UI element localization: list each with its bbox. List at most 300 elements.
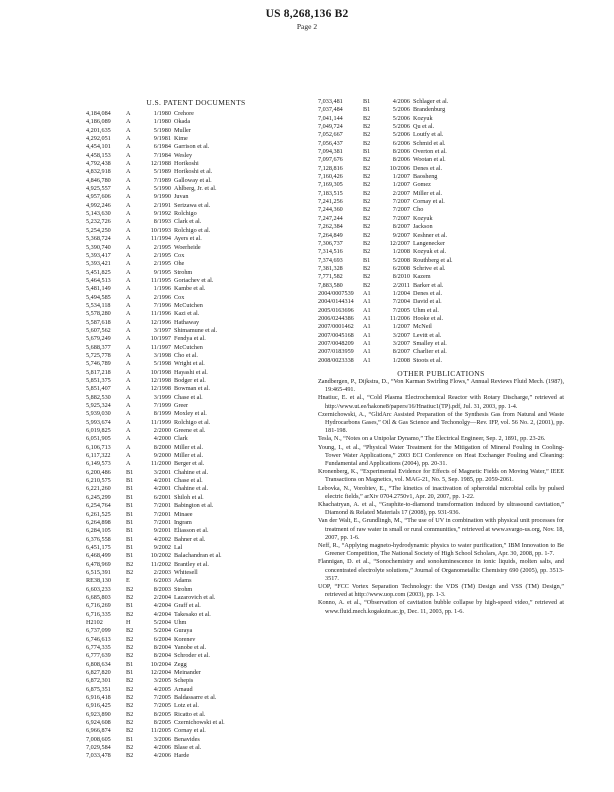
- kind-code-cell: B1: [363, 256, 371, 264]
- publication-entry: Young, I., et al., “Physical Water Treatment for the Mitigation of Mineral Fouling in Cooling-Tower Water Applications,” 2003 ECI Conference on Heat Exchanger Fouling and Cleaning: Fundamental and Applications (2004), pp. 20-31.: [318, 443, 564, 468]
- kind-code-cell: A: [126, 276, 131, 284]
- inventor-cell: Bahner et al.: [174, 535, 206, 543]
- kind-code-cell: B1: [126, 735, 134, 743]
- date-cell: 4/2000: [153, 435, 171, 443]
- other-publications-heading: OTHER PUBLICATIONS: [397, 369, 485, 378]
- patent-row: [318, 98, 564, 106]
- date-cell: 7/2007: [392, 214, 410, 222]
- date-cell: 12/1998: [150, 385, 171, 393]
- patent-number-cell: 7,097,676: [318, 156, 343, 164]
- kind-code-cell: B2: [126, 727, 134, 735]
- inventor-cell: Benavides: [174, 735, 200, 743]
- patent-number-cell: 7,056,437: [318, 139, 343, 147]
- right-patent-list: [318, 98, 564, 365]
- patent-number-cell: 5,817,218: [86, 368, 111, 376]
- inventor-cell: Chase et al.: [174, 393, 203, 401]
- patent-row: [86, 511, 306, 519]
- patent-number-cell: 5,578,280: [86, 310, 111, 318]
- patent-row: [86, 561, 306, 569]
- patent-number-cell: 6,916,425: [86, 702, 111, 710]
- inventor-cell: Adams: [174, 577, 192, 585]
- inventor-cell: Ohe: [174, 260, 185, 268]
- kind-code-cell: B2: [363, 198, 371, 206]
- inventor-cell: Kozyuk et al.: [413, 248, 447, 256]
- date-cell: 5/2006: [392, 114, 410, 122]
- patent-number-cell: 5,143,630: [86, 210, 111, 218]
- inventor-cell: Crehore: [174, 110, 194, 117]
- date-cell: 6/2006: [392, 139, 410, 147]
- date-cell: 6/1984: [153, 143, 171, 151]
- patent-row: [86, 252, 306, 260]
- kind-code-cell: A: [126, 168, 131, 176]
- patent-row: [86, 244, 306, 252]
- patent-number-cell: 5,368,724: [86, 235, 111, 243]
- patent-number-cell: 5,254,250: [86, 226, 111, 234]
- inventor-cell: Serizawa et al.: [174, 201, 211, 209]
- patent-row: [86, 727, 306, 735]
- inventor-cell: Rolchigo et al.: [174, 418, 211, 426]
- date-cell: 10/2002: [150, 552, 171, 560]
- patent-number-cell: 4,201,635: [86, 126, 111, 134]
- date-cell: 6/2008: [392, 264, 410, 272]
- patent-row: [86, 652, 306, 660]
- kind-code-cell: B2: [363, 264, 371, 272]
- date-cell: 7/2001: [153, 502, 171, 510]
- patent-number-cell: 6,777,639: [86, 652, 111, 660]
- inventor-cell: Overton et al.: [413, 148, 447, 156]
- date-cell: 3/2006: [153, 735, 171, 743]
- inventor-cell: Lotz et al.: [174, 702, 199, 710]
- patent-row: [86, 494, 306, 502]
- inventor-cell: Uhm: [174, 618, 187, 626]
- patent-row: [318, 232, 564, 240]
- kind-code-cell: H: [126, 618, 131, 626]
- patent-number-cell: 2006/0244386: [318, 314, 354, 322]
- patent-row: [318, 282, 564, 290]
- right-column: [318, 98, 564, 616]
- kind-code-cell: A: [126, 326, 131, 334]
- kind-code-cell: B2: [363, 223, 371, 231]
- patent-row: [318, 123, 564, 131]
- patent-row: [86, 294, 306, 302]
- kind-code-cell: B1: [126, 477, 134, 485]
- kind-code-cell: B1: [126, 468, 134, 476]
- inventor-cell: Miller et al.: [413, 189, 443, 197]
- patent-row: [86, 586, 306, 594]
- patent-row: [86, 344, 306, 352]
- patent-number-cell: 5,725,778: [86, 351, 111, 359]
- kind-code-cell: A: [126, 226, 131, 234]
- inventor-cell: Kazem: [413, 273, 431, 281]
- us-patent-documents-heading: U.S. PATENT DOCUMENTS: [146, 98, 246, 107]
- patent-row: [86, 702, 306, 710]
- inventor-cell: Cox: [174, 293, 185, 301]
- date-cell: 10/2004: [150, 660, 171, 668]
- date-cell: 1/2007: [392, 173, 410, 181]
- patent-row: [86, 686, 306, 694]
- date-cell: 12/1988: [150, 160, 171, 168]
- date-cell: 8/2006: [392, 156, 410, 164]
- inventor-cell: Ahlberg, Jr. et al.: [174, 185, 217, 193]
- patent-row: [318, 298, 564, 306]
- patent-number-cell: 7,052,667: [318, 131, 343, 139]
- patent-number-cell: 5,993,674: [86, 418, 111, 426]
- inventor-cell: Hooke et al.: [413, 314, 444, 322]
- patent-row: [86, 452, 306, 460]
- patent-row: [86, 227, 306, 235]
- inventor-cell: Babington et al.: [174, 502, 214, 510]
- patent-row: [86, 427, 306, 435]
- date-cell: 1/2008: [392, 356, 410, 364]
- patent-number-cell: 6,478,969: [86, 560, 111, 568]
- patent-row: [318, 198, 564, 206]
- publication-entry: Czernichowski, A., “GlidArc Assisted Preparation of the Synthesis Gas from Natural and Waste Hydrocarbons Gases,” Oil & Gas Science and Techonolgy—Rev. IFP, vol. 56 No. 2, (2001), pp. 181-198.: [318, 410, 564, 435]
- kind-code-cell: B1: [126, 543, 134, 551]
- date-cell: 3/2007: [392, 339, 410, 347]
- left-column: [86, 98, 306, 761]
- kind-code-cell: B2: [126, 610, 134, 618]
- inventor-cell: Ricatto et al.: [174, 710, 206, 718]
- patent-row: [86, 327, 306, 335]
- kind-code-cell: A: [126, 452, 131, 460]
- date-cell: 8/2004: [153, 652, 171, 660]
- patent-number-cell: 5,481,149: [86, 285, 111, 293]
- patent-row: [86, 143, 306, 151]
- patent-row: [86, 110, 306, 118]
- patent-row: [86, 410, 306, 418]
- kind-code-cell: B2: [363, 239, 371, 247]
- patent-number-cell: 6,254,764: [86, 502, 111, 510]
- inventor-cell: Woerheide: [174, 243, 201, 251]
- kind-code-cell: A: [126, 160, 131, 168]
- patent-number-cell: 6,808,634: [86, 660, 111, 668]
- patent-row: [86, 469, 306, 477]
- patent-row: [86, 594, 306, 602]
- patent-row: [86, 544, 306, 552]
- patent-row: [86, 218, 306, 226]
- patent-number-cell: 6,966,874: [86, 727, 111, 735]
- kind-code-cell: B2: [126, 702, 134, 710]
- patent-row: [86, 352, 306, 360]
- date-cell: 2/2011: [393, 281, 410, 289]
- kind-code-cell: A: [126, 410, 131, 418]
- date-cell: 7/1999: [153, 402, 171, 410]
- inventor-cell: Zegg: [174, 660, 187, 668]
- patent-row: [318, 181, 564, 189]
- kind-code-cell: B1: [126, 510, 134, 518]
- inventor-cell: Chahine et al.: [174, 468, 209, 476]
- inventor-cell: Harde: [174, 752, 190, 760]
- patent-number-cell: 6,376,558: [86, 535, 111, 543]
- kind-code-cell: A: [126, 360, 131, 368]
- patent-row: [86, 435, 306, 443]
- kind-code-cell: A: [126, 210, 131, 218]
- patent-row: [86, 627, 306, 635]
- date-cell: 8/2010: [392, 273, 410, 281]
- patent-number-cell: 4,454,101: [86, 143, 111, 151]
- kind-code-cell: B2: [363, 156, 371, 164]
- patent-row: [86, 202, 306, 210]
- date-cell: 8/2005: [153, 710, 171, 718]
- kind-code-cell: B2: [126, 568, 134, 576]
- kind-code-cell: B1: [126, 669, 134, 677]
- patent-row: [86, 285, 306, 293]
- inventor-cell: Bodger et al.: [174, 377, 206, 384]
- patent-number-cell: 4,186,089: [86, 118, 111, 126]
- inventor-cell: Schroder et al.: [174, 652, 210, 660]
- date-cell: 4/2004: [153, 602, 171, 610]
- publication-entry: Kronenberg, K., “Experimental Evidence for Effects of Magnetic Fields on Moving Water,” IEEE Transactions on Magnetics, vol. MAG-21, No. 5, Sep. 1985, pp. 2059-2061.: [318, 468, 564, 484]
- kind-code-cell: B1: [126, 535, 134, 543]
- patent-number-cell: 6,923,890: [86, 710, 111, 718]
- patent-row: [86, 752, 306, 760]
- kind-code-cell: E: [126, 577, 130, 585]
- date-cell: 12/1998: [150, 377, 171, 384]
- date-cell: 4/2006: [153, 744, 171, 752]
- kind-code-cell: B2: [363, 164, 371, 172]
- kind-code-cell: A: [126, 385, 131, 393]
- kind-code-cell: B2: [126, 744, 134, 752]
- patent-number-cell: 6,051,905: [86, 435, 111, 443]
- patent-number-cell: 5,851,407: [86, 385, 111, 393]
- date-cell: 8/1993: [153, 218, 171, 226]
- date-cell: 9/1995: [153, 268, 171, 276]
- inventor-cell: Ingram: [174, 518, 192, 526]
- date-cell: 8/1999: [153, 410, 171, 418]
- inventor-cell: Garrison et al.: [174, 143, 210, 151]
- patent-row: [86, 536, 306, 544]
- kind-code-cell: A: [126, 243, 131, 251]
- patent-number-cell: 7,244,360: [318, 206, 343, 214]
- date-cell: 9/2002: [153, 543, 171, 551]
- patent-number-cell: 5,494,585: [86, 293, 111, 301]
- inventor-cell: Hathaway: [174, 318, 200, 326]
- kind-code-cell: B2: [363, 206, 371, 214]
- kind-code-cell: A: [126, 427, 131, 435]
- patent-number-cell: 5,688,377: [86, 343, 111, 351]
- kind-code-cell: B2: [363, 114, 371, 122]
- patent-row: [318, 348, 564, 356]
- patent-number-cell: 2007/0001462: [318, 323, 354, 331]
- inventor-cell: Schepis: [174, 677, 194, 685]
- patent-number-cell: 7,306,737: [318, 239, 343, 247]
- patent-number-cell: 7,029,584: [86, 744, 111, 752]
- date-cell: 9/2001: [153, 527, 171, 535]
- kind-code-cell: A: [126, 260, 131, 268]
- inventor-cell: Baosheng: [413, 173, 438, 181]
- kind-code-cell: A: [126, 418, 131, 426]
- inventor-cell: Greene et al.: [174, 427, 206, 435]
- kind-code-cell: A: [126, 393, 131, 401]
- date-cell: 5/2004: [153, 627, 171, 635]
- inventor-cell: Whitesell: [174, 568, 198, 576]
- patent-row: [318, 156, 564, 164]
- patent-number-cell: 4,957,606: [86, 193, 111, 201]
- date-cell: 3/2005: [153, 677, 171, 685]
- date-cell: 5/2008: [392, 256, 410, 264]
- inventor-cell: Galloway et al.: [174, 176, 212, 184]
- kind-code-cell: B1: [126, 518, 134, 526]
- patent-row: [86, 636, 306, 644]
- patent-row: [318, 165, 564, 173]
- patent-number-cell: 5,464,513: [86, 276, 111, 284]
- inventor-cell: Loutfy et al.: [413, 131, 444, 139]
- kind-code-cell: A: [126, 193, 131, 201]
- inventor-cell: Levitt et al.: [413, 331, 442, 339]
- patent-number-cell: 4,292,051: [86, 135, 111, 143]
- patent-number-cell: 7,264,849: [318, 231, 343, 239]
- patent-number-cell: 2004/0144314: [318, 298, 354, 306]
- patent-row: [318, 323, 564, 331]
- patent-row: [86, 744, 306, 752]
- patent-number-cell: 2007/0048209: [318, 339, 354, 347]
- publication-entry: Konno, A. et al., “Observation of cavitation bubble collapse by high-speed video,” retrieved at www.fluid.mech.kogakuin.ac.jp, Dec. 11, 2003, pp. 1-6.: [318, 599, 564, 615]
- inventor-cell: Berger et al.: [174, 460, 205, 468]
- kind-code-cell: B2: [363, 273, 371, 281]
- patent-row: [318, 248, 564, 256]
- patent-number-cell: 7,169,305: [318, 181, 343, 189]
- patent-number-cell: 6,716,269: [86, 602, 111, 610]
- patent-row: [86, 335, 306, 343]
- date-cell: 2/2007: [392, 189, 410, 197]
- patent-number-cell: 2008/0023338: [318, 356, 354, 364]
- kind-code-cell: B1: [363, 148, 371, 156]
- inventor-cell: Meinander: [174, 669, 201, 677]
- kind-code-cell: A: [126, 310, 131, 318]
- publication-entry: Van der Walt, E., Grundlingh, M., “The use of UV in combination with physical unit processes for treatment of raw water in small or rural communities,” retrieved at www.svargo-us.org, Nov. 18, 2007, pp. 1-6.: [318, 517, 564, 541]
- inventor-cell: David et al.: [413, 298, 442, 306]
- kind-code-cell: B2: [363, 131, 371, 139]
- inventor-cell: Schrive et al.: [413, 264, 446, 272]
- date-cell: 9/2007: [392, 231, 410, 239]
- date-cell: 6/2004: [153, 635, 171, 643]
- publication-entry: Zandbergen, P., Dijkstra, D., “Von Karman Swirling Flows,” Annual Reviews Fluid Mech. (1987), 19:465-491.: [318, 378, 564, 394]
- inventor-cell: Greer: [174, 402, 189, 410]
- patent-number-cell: 5,390,740: [86, 243, 111, 251]
- patent-number-cell: 4,458,153: [86, 151, 111, 159]
- patent-row: [86, 210, 306, 218]
- date-cell: 2/2000: [153, 427, 171, 435]
- inventor-cell: Kambe et al.: [174, 285, 206, 293]
- patent-number-cell: 5,679,249: [86, 335, 111, 343]
- kind-code-cell: A: [126, 110, 131, 117]
- patent-row: [86, 602, 306, 610]
- date-cell: 11/1996: [150, 310, 171, 318]
- patent-number-cell: 6,737,099: [86, 627, 111, 635]
- publication-entry: UOP, “FCC Vortex Separation Technology: the VDS (TM) Design and VSS (TM) Design,” retrieved at http://www.uop.com (2003), pp. 1-3.: [318, 583, 564, 599]
- date-cell: 1/2004: [392, 289, 410, 297]
- kind-code-cell: B2: [126, 694, 134, 702]
- inventor-cell: Denes et al.: [413, 289, 443, 297]
- publication-entry: Tesla, N., “Notes on a Unipolar Dynamo,” The Electrical Engineer, Sep. 2, 1891, pp. 23-26.: [318, 435, 546, 443]
- kind-code-cell: A: [126, 460, 131, 468]
- kind-code-cell: B2: [126, 585, 134, 593]
- kind-code-cell: B2: [363, 123, 371, 131]
- patent-number-cell: 6,200,486: [86, 468, 111, 476]
- patent-number-cell: 6,149,573: [86, 460, 111, 468]
- inventor-cell: Ayers et al.: [174, 235, 202, 243]
- patent-row: [86, 302, 306, 310]
- date-cell: 8/2007: [392, 223, 410, 231]
- patent-number-cell: 6,117,322: [86, 452, 111, 460]
- date-cell: 7/2001: [153, 510, 171, 518]
- patent-number-cell: 6,284,105: [86, 527, 111, 535]
- date-cell: 11/2000: [150, 460, 171, 468]
- patent-number-cell: 5,851,375: [86, 377, 111, 384]
- patent-number-cell: 6,827,820: [86, 669, 111, 677]
- date-cell: 11/1995: [150, 276, 171, 284]
- kind-code-cell: A: [126, 285, 131, 293]
- inventor-cell: Eliasson et al.: [174, 527, 209, 535]
- patent-number-cell: 5,393,421: [86, 260, 111, 268]
- date-cell: 10/2006: [389, 164, 410, 172]
- inventor-cell: Shiloh et al.: [174, 493, 204, 501]
- patent-number-cell: 5,746,789: [86, 360, 111, 368]
- date-cell: 7/1989: [153, 176, 171, 184]
- kind-code-cell: B2: [126, 652, 134, 660]
- inventor-cell: Barker et al.: [413, 281, 444, 289]
- inventor-cell: Wootan et al.: [413, 156, 446, 164]
- inventor-cell: Qu et al.: [413, 123, 435, 131]
- patent-row: [86, 644, 306, 652]
- date-cell: 3/2001: [153, 468, 171, 476]
- patent-row: [86, 168, 306, 176]
- date-cell: 7/1996: [153, 301, 171, 309]
- patent-number-cell: 4,992,246: [86, 201, 111, 209]
- date-cell: 11/1997: [150, 343, 171, 351]
- kind-code-cell: A: [126, 218, 131, 226]
- patent-row: [86, 619, 306, 627]
- inventor-cell: Graff et al.: [174, 602, 201, 610]
- inventor-cell: Okada: [174, 118, 191, 126]
- patent-number-cell: 7,033,481: [318, 98, 343, 105]
- inventor-cell: Jackson: [413, 223, 433, 231]
- patent-row: [86, 485, 306, 493]
- patent-number-cell: 6,221,260: [86, 485, 111, 493]
- patent-row: [86, 527, 306, 535]
- inventor-cell: Baldassarre et al.: [174, 694, 217, 702]
- inventor-cell: Cox: [174, 251, 185, 259]
- patent-number-cell: 2005/0163696: [318, 306, 354, 314]
- patent-row: [86, 369, 306, 377]
- inventor-cell: Hayashi et al.: [174, 368, 208, 376]
- date-cell: 1/2007: [392, 181, 410, 189]
- patent-row: [86, 394, 306, 402]
- kind-code-cell: B2: [363, 189, 371, 197]
- inventor-cell: Fendya et al.: [174, 335, 206, 343]
- publication-entry: Hnatiuc, E. et al., “Cold Plasma Electrochemical Reactor with Rotary Discharge,” retrieved at http://www.ut.ee/hakone8/papers/16/Hnatiuc1(TP).pdf, Jul. 31, 2003, pp. 1-4.: [318, 394, 564, 410]
- date-cell: 5/2006: [392, 131, 410, 139]
- patent-number-cell: 5,232,726: [86, 218, 111, 226]
- kind-code-cell: A1: [363, 298, 371, 306]
- publication-entry: Lebovka, N., Vorobiev, E., “The kinetics of inactivation of spheroidal microbial cells by pulsed electric fields,” arXiv 0704.2750v1, Apr. 20, 2007, pp. 1-22.: [318, 484, 564, 500]
- patent-number-cell: 6,468,499: [86, 552, 111, 560]
- patent-number-cell: 7,094,381: [318, 148, 343, 156]
- date-cell: 2/1995: [153, 243, 171, 251]
- date-cell: 2/2004: [153, 593, 171, 601]
- inventor-cell: Shimamune et al.: [174, 326, 218, 334]
- patent-row: [318, 332, 564, 340]
- date-cell: 11/2006: [389, 314, 410, 322]
- date-cell: 4/2006: [153, 752, 171, 760]
- inventor-cell: Routhberg et al.: [413, 256, 453, 264]
- date-cell: 6/2003: [153, 577, 171, 585]
- patent-row: [318, 223, 564, 231]
- kind-code-cell: A1: [363, 339, 371, 347]
- left-patent-list: [86, 110, 306, 761]
- patent-row: [318, 115, 564, 123]
- kind-code-cell: A: [126, 318, 131, 326]
